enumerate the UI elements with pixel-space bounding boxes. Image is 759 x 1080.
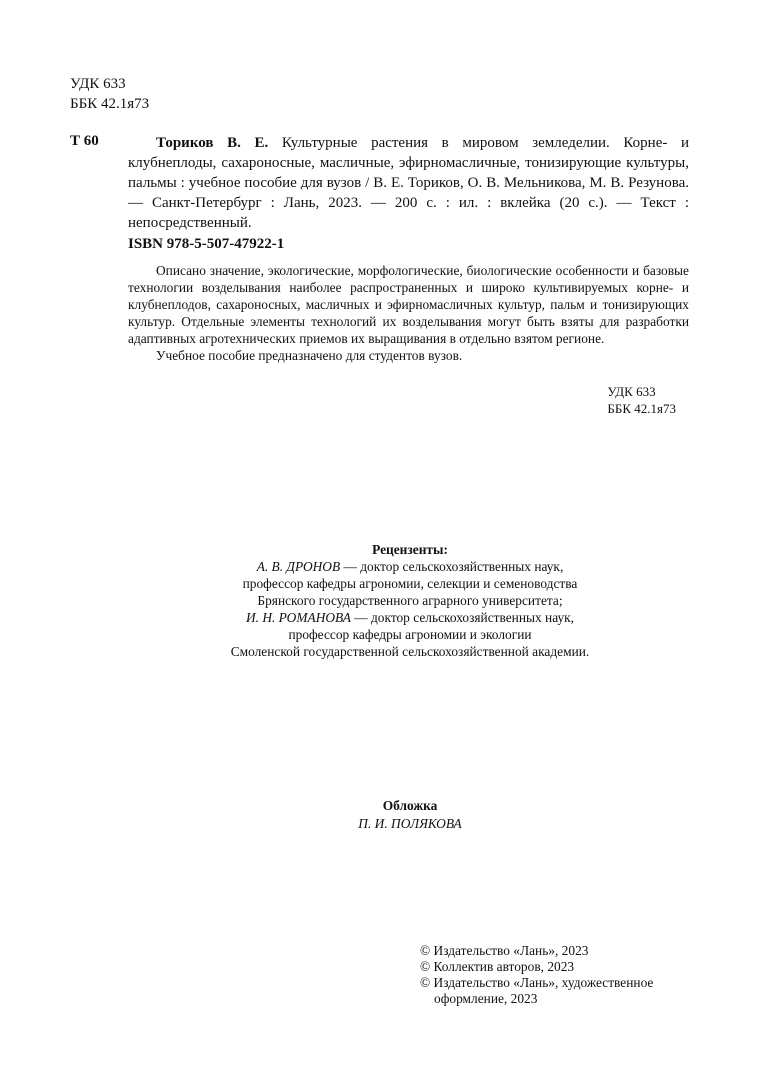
reviewer-2-name: И. Н. РОМАНОВА: [245, 610, 351, 625]
cover-heading: Обложка: [382, 798, 438, 813]
reviewer-2-affiliation: Смоленской государственной сельскохозяйственной академии.: [230, 644, 590, 659]
cover-credit: [250, 797, 570, 833]
reviewer-1-affiliation: Брянского государственного аграрного университета;: [257, 593, 563, 608]
reviewer-2-degree: — доктор сельскохозяйственных наук,: [350, 610, 575, 625]
record-text: Культурные растения в мировом земледелии. Корне- и клубнеплоды, сахароносные, масличные, эфирномасличные, тонизирующие культуры, пальмы : учебное пособие для вузов / В. Е. Ториков, О. В. Мельникова, М. В. Резунова. — Санкт-Петербург : Лань, 2023. — 200 с. : ил. : вклейка (20 с.). — Текст : непосредственный.: [128, 135, 689, 231]
classification-codes-right: [607, 383, 676, 417]
isbn: ISBN 978-5-507-47922-1: [128, 236, 285, 252]
abstract: [128, 262, 689, 364]
abstract-paragraph: Описано значение, экологические, морфологические, биологические особенности и базовые технологии возделывания наиболее распространенных и широко культивируемых корне- и клубнеплодов, сахароносных, масличных и эфирномасличных культур, пальм и тонизирующих культур. Отдельные элементы технологий их возделывания могут быть взяты для разработки адаптивных агротехнических приемов их выращивания в отдельно взятом регионе.: [128, 263, 689, 346]
copyright-line: © Издательство «Лань», 2023: [420, 943, 589, 958]
reviewers-block: [200, 541, 620, 660]
reviewer-1-position: профессор кафедры агрономии, селекции и семеноводства: [242, 576, 578, 591]
reviewer-1-degree: — доктор сельскохозяйственных наук,: [340, 559, 564, 574]
copyright-line: © Издательство «Лань», художественное: [420, 975, 654, 990]
author-mark: Т 60: [70, 133, 99, 149]
bibliographic-record: [128, 133, 689, 233]
copyright-line: оформление, 2023: [434, 991, 538, 1006]
cover-designer: П. И. ПОЛЯКОВА: [358, 816, 462, 831]
reviewer-1: [200, 558, 620, 575]
reviewer-2: [200, 609, 620, 626]
bbk-code: ББК 42.1я73: [607, 401, 676, 416]
udk-code: УДК 633: [70, 76, 126, 92]
udk-code: УДК 633: [607, 384, 656, 399]
copyright-line: © Коллектив авторов, 2023: [420, 959, 575, 974]
reviewer-1-name: А. В. ДРОНОВ: [256, 559, 341, 574]
author-name: Ториков В. Е.: [156, 135, 269, 151]
reviewer-2-position: профессор кафедры агрономии и экологии: [288, 627, 532, 642]
copyright-block: [420, 943, 653, 1007]
abstract-paragraph: Учебное пособие предназначено для студентов вузов.: [156, 348, 463, 363]
reviewers-heading: Рецензенты:: [372, 542, 448, 557]
bbk-code: ББК 42.1я73: [70, 96, 150, 112]
classification-codes: [70, 74, 149, 114]
